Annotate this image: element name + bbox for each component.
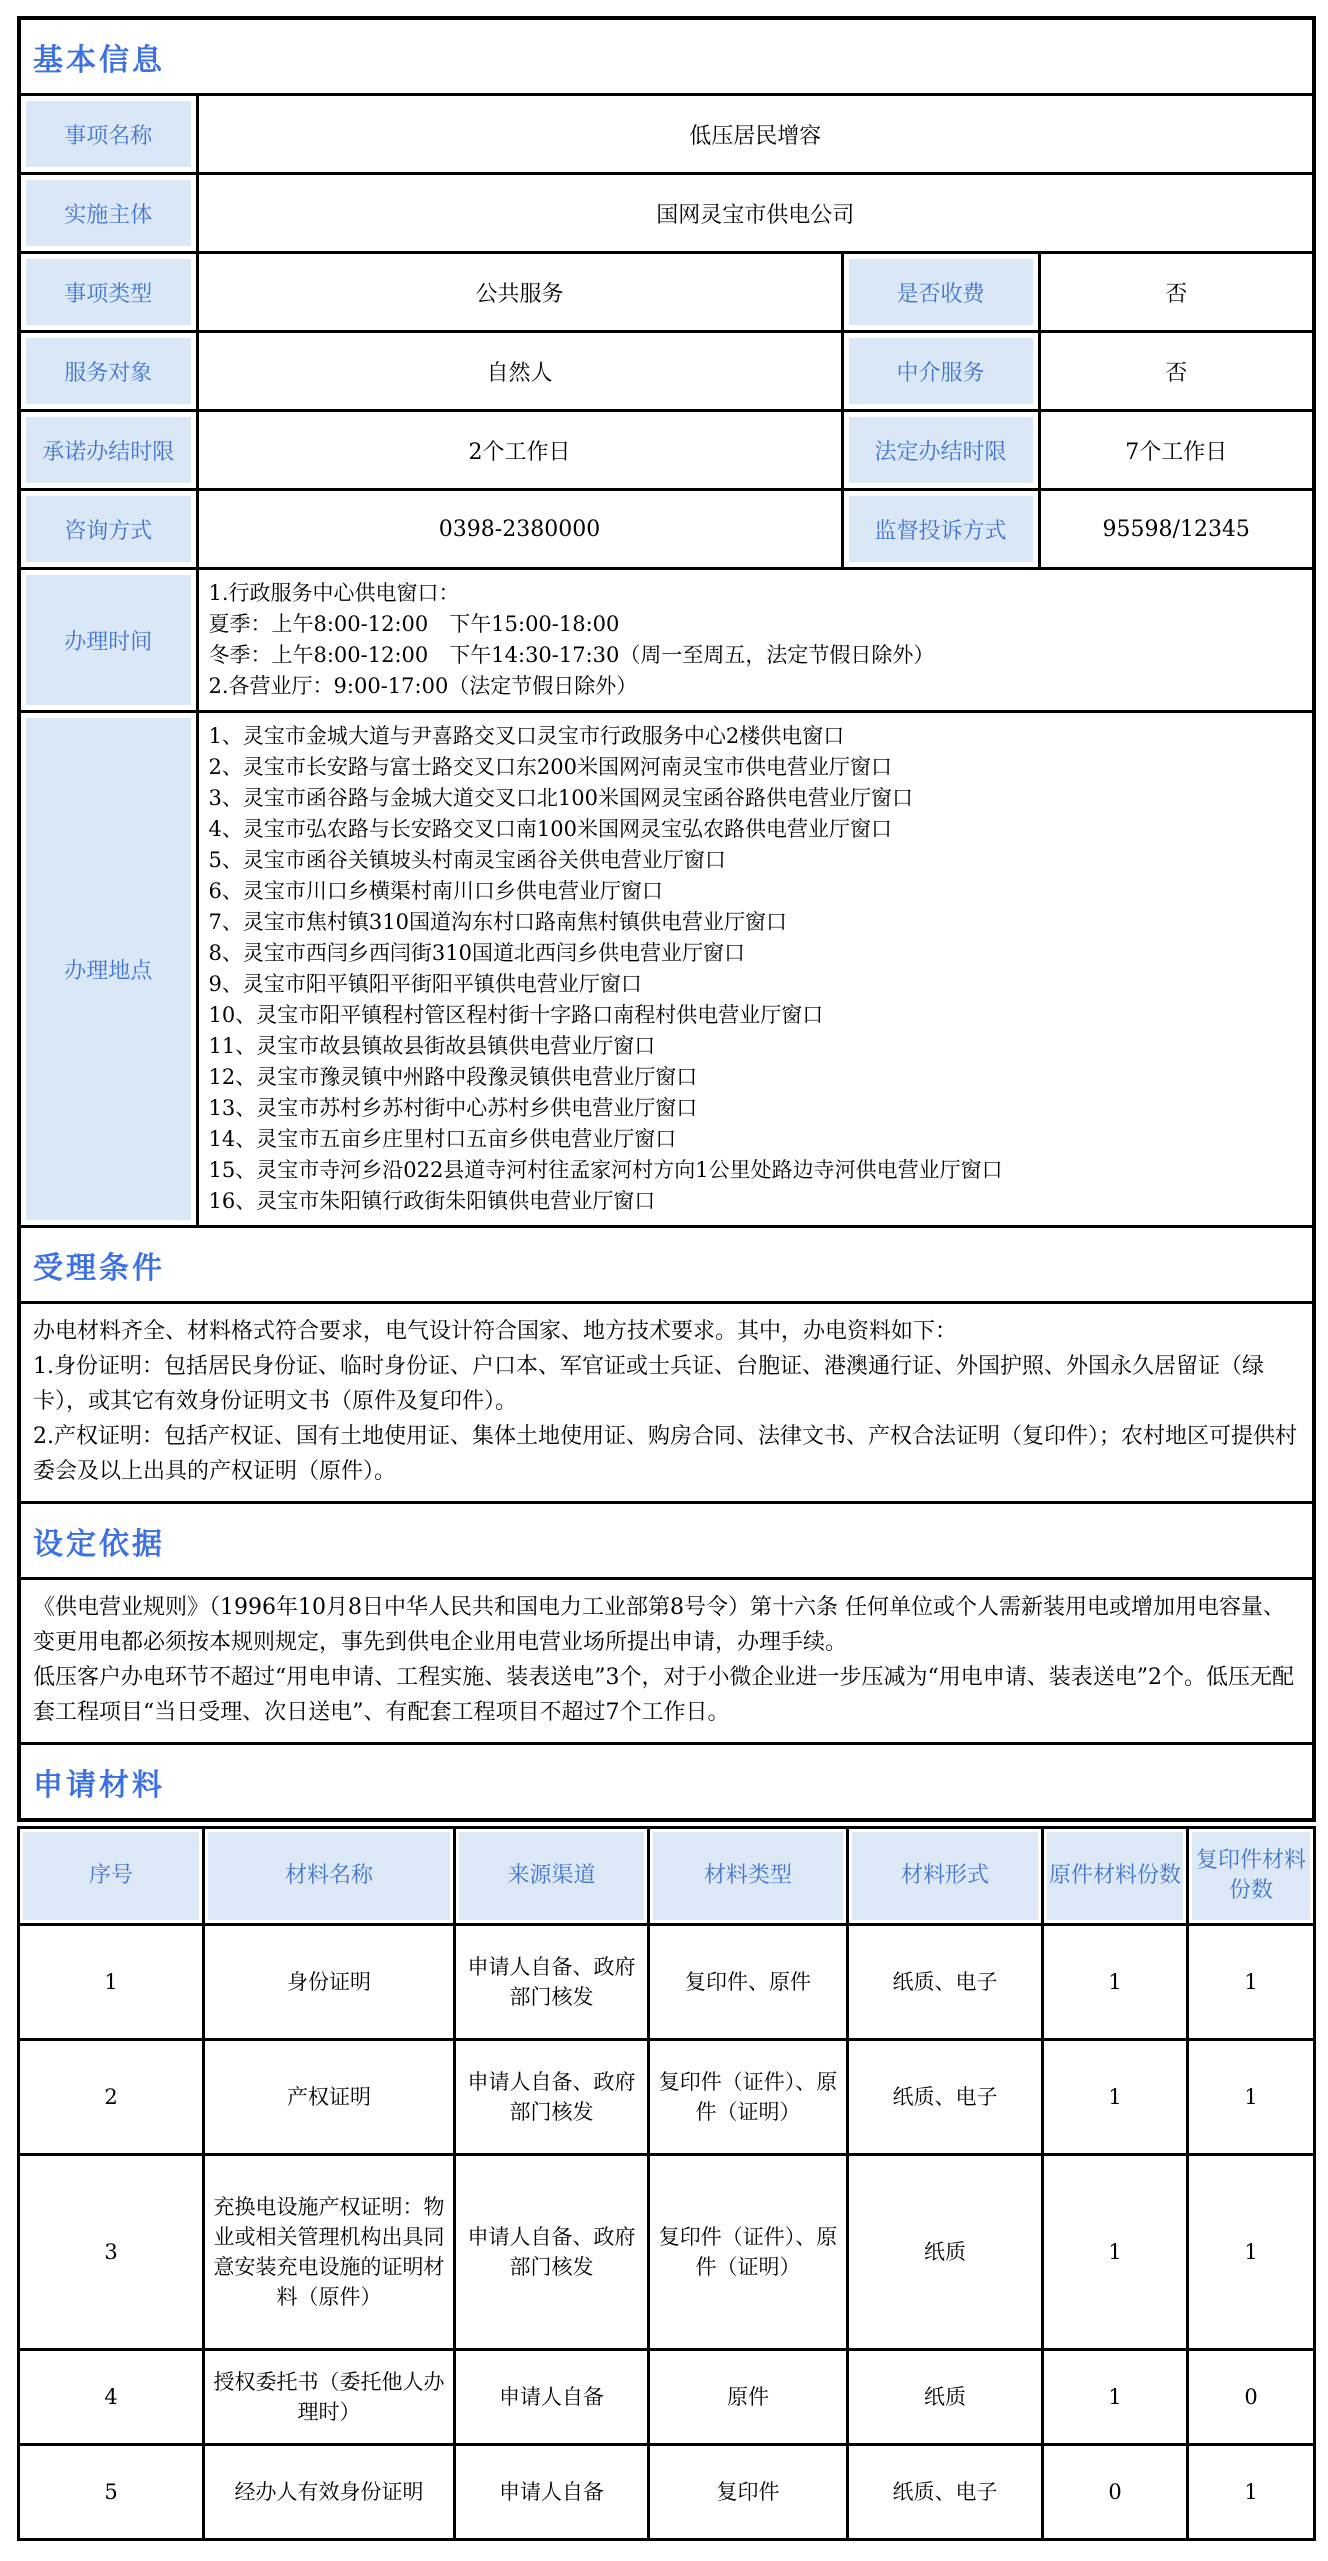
cell-index: 1 xyxy=(19,1925,204,2040)
section-basis xyxy=(19,1503,1314,1579)
complaint-label: 监督投诉方式 xyxy=(842,490,1039,569)
office-hours-label: 办理时间 xyxy=(19,569,197,712)
location-item: 16、灵宝市朱阳镇行政街朱阳镇供电营业厅窗口 xyxy=(208,1189,656,1213)
basic-info-table xyxy=(17,16,1316,1822)
section-title-materials: 申请材料 xyxy=(19,1744,1314,1821)
office-hours-value xyxy=(197,569,1314,712)
table-row xyxy=(19,332,1314,411)
table-row xyxy=(19,1579,1314,1744)
cell-source: 申请人自备 xyxy=(455,2350,649,2445)
cell-source: 申请人自备 xyxy=(455,2445,649,2540)
cell-copy-count: 1 xyxy=(1188,1925,1315,2040)
materials-row xyxy=(19,2040,1315,2155)
location-item: 7、灵宝市焦村镇310国道沟东村口路南焦村镇供电营业厅窗口 xyxy=(208,910,787,934)
table-row xyxy=(19,253,1314,332)
section-acceptance xyxy=(19,1227,1314,1303)
location-item: 12、灵宝市豫灵镇中州路中段豫灵镇供电营业厅窗口 xyxy=(208,1065,698,1089)
table-row xyxy=(19,411,1314,490)
agency-value: 否 xyxy=(1039,332,1314,411)
col-header-index: 序号 xyxy=(19,1828,204,1925)
cell-source: 申请人自备、政府部门核发 xyxy=(455,1925,649,2040)
cell-original-count: 1 xyxy=(1043,2040,1188,2155)
table-row xyxy=(19,569,1314,712)
cell-material-type: 复印件 xyxy=(649,2445,848,2540)
location-item: 10、灵宝市阳平镇程村管区程村街十字路口南程村供电营业厅窗口 xyxy=(208,1003,824,1027)
cell-material-form: 纸质 xyxy=(848,2155,1043,2350)
consult-value: 0398-2380000 xyxy=(197,490,842,569)
legal-time-label: 法定办结时限 xyxy=(842,411,1039,490)
cell-material-type: 复印件（证件）、原件（证明） xyxy=(649,2155,848,2350)
section-title-basis: 设定依据 xyxy=(19,1503,1314,1579)
cell-original-count: 1 xyxy=(1043,1925,1188,2040)
table-row xyxy=(19,95,1314,174)
cell-material-form: 纸质、电子 xyxy=(848,2040,1043,2155)
cell-original-count: 1 xyxy=(1043,2350,1188,2445)
cell-material-form: 纸质、电子 xyxy=(848,1925,1043,2040)
office-hours-line: 冬季：上午8:00-12:00 下午14:30-17:30（周一至周五，法定节假日除外） xyxy=(208,643,935,667)
subject-value: 国网灵宝市供电公司 xyxy=(197,174,1314,253)
location-item: 1、灵宝市金城大道与尹喜路交叉口灵宝市行政服务中心2楼供电窗口 xyxy=(208,724,845,748)
col-header-original-count: 原件材料份数 xyxy=(1043,1828,1188,1925)
location-item: 14、灵宝市五亩乡庄里村口五亩乡供电营业厅窗口 xyxy=(208,1127,677,1151)
cell-index: 3 xyxy=(19,2155,204,2350)
cell-copy-count: 1 xyxy=(1188,2445,1315,2540)
materials-row xyxy=(19,2155,1315,2350)
cell-material-type: 原件 xyxy=(649,2350,848,2445)
location-item: 4、灵宝市弘农路与长安路交叉口南100米国网灵宝弘农路供电营业厅窗口 xyxy=(208,817,892,841)
materials-row xyxy=(19,1925,1315,2040)
acceptance-line: 2.产权证明：包括产权证、国有土地使用证、集体土地使用证、购房合同、法律文书、产权合法证明（复印件）；农村地区可提供村委会及以上出具的产权证明（原件）。 xyxy=(33,1424,1297,1484)
acceptance-text xyxy=(19,1303,1314,1503)
cell-material-type: 复印件、原件 xyxy=(649,1925,848,2040)
service-info-sheet xyxy=(17,16,1316,2541)
materials-row xyxy=(19,2350,1315,2445)
cell-material-name: 授权委托书（委托他人办理时） xyxy=(204,2350,455,2445)
office-hours-line: 夏季：上午8:00-12:00 下午15:00-18:00 xyxy=(208,612,620,636)
cell-index: 2 xyxy=(19,2040,204,2155)
cell-original-count: 1 xyxy=(1043,2155,1188,2350)
table-row xyxy=(19,490,1314,569)
agency-label: 中介服务 xyxy=(842,332,1039,411)
basis-line: 《供电营业规则》（1996年10月8日中华人民共和国电力工业部第8号令）第十六条 任何单位或个人需新装用电或增加用电容量、变更用电都必须按本规则规定，事先到供电企业用电营业场所提出申请，办理手续。 xyxy=(33,1595,1285,1655)
locations-label: 办理地点 xyxy=(19,712,197,1227)
cell-material-form: 纸质 xyxy=(848,2350,1043,2445)
target-value: 自然人 xyxy=(197,332,842,411)
col-header-copy-count: 复印件材料份数 xyxy=(1188,1828,1315,1925)
materials-header-row xyxy=(19,1828,1315,1925)
promised-time-label: 承诺办结时限 xyxy=(19,411,197,490)
cell-material-name: 充换电设施产权证明：物业或相关管理机构出具同意安装充电设施的证明材料（原件） xyxy=(204,2155,455,2350)
col-header-source: 来源渠道 xyxy=(455,1828,649,1925)
table-row xyxy=(19,1303,1314,1503)
section-materials xyxy=(19,1744,1314,1821)
materials-table xyxy=(17,1826,1316,2541)
cell-copy-count: 1 xyxy=(1188,2040,1315,2155)
fee-value: 否 xyxy=(1039,253,1314,332)
cell-material-name: 产权证明 xyxy=(204,2040,455,2155)
location-item: 11、灵宝市故县镇故县街故县镇供电营业厅窗口 xyxy=(208,1034,656,1058)
locations-value xyxy=(197,712,1314,1227)
type-label: 事项类型 xyxy=(19,253,197,332)
cell-material-name: 经办人有效身份证明 xyxy=(204,2445,455,2540)
consult-label: 咨询方式 xyxy=(19,490,197,569)
section-title-basic-info: 基本信息 xyxy=(19,18,1314,95)
section-basic-info xyxy=(19,18,1314,95)
office-hours-line: 2.各营业厅：9:00-17:00（法定节假日除外） xyxy=(208,674,638,698)
location-item: 15、灵宝市寺河乡沿022县道寺河村往孟家河村方向1公里处路边寺河供电营业厅窗口 xyxy=(208,1158,1003,1182)
location-item: 3、灵宝市函谷路与金城大道交叉口北100米国网灵宝函谷路供电营业厅窗口 xyxy=(208,786,913,810)
location-item: 9、灵宝市阳平镇阳平街阳平镇供电营业厅窗口 xyxy=(208,972,642,996)
cell-source: 申请人自备、政府部门核发 xyxy=(455,2040,649,2155)
cell-index: 5 xyxy=(19,2445,204,2540)
office-hours-line: 1.行政服务中心供电窗口： xyxy=(208,581,460,605)
location-item: 13、灵宝市苏村乡苏村街中心苏村乡供电营业厅窗口 xyxy=(208,1096,698,1120)
table-row xyxy=(19,712,1314,1227)
location-item: 5、灵宝市函谷关镇坡头村南灵宝函谷关供电营业厅窗口 xyxy=(208,848,726,872)
cell-material-type: 复印件（证件）、原件（证明） xyxy=(649,2040,848,2155)
fee-label: 是否收费 xyxy=(842,253,1039,332)
type-value: 公共服务 xyxy=(197,253,842,332)
acceptance-line: 办电材料齐全、材料格式符合要求，电气设计符合国家、地方技术要求。其中，办电资料如下： xyxy=(33,1319,958,1344)
target-label: 服务对象 xyxy=(19,332,197,411)
cell-material-name: 身份证明 xyxy=(204,1925,455,2040)
cell-source: 申请人自备、政府部门核发 xyxy=(455,2155,649,2350)
complaint-value: 95598/12345 xyxy=(1039,490,1314,569)
col-header-material-form: 材料形式 xyxy=(848,1828,1043,1925)
item-name-value: 低压居民增容 xyxy=(197,95,1314,174)
location-item: 2、灵宝市长安路与富士路交叉口东200米国网河南灵宝市供电营业厅窗口 xyxy=(208,755,892,779)
cell-copy-count: 0 xyxy=(1188,2350,1315,2445)
col-header-material-name: 材料名称 xyxy=(204,1828,455,1925)
basis-text xyxy=(19,1579,1314,1744)
subject-label: 实施主体 xyxy=(19,174,197,253)
item-name-label: 事项名称 xyxy=(19,95,197,174)
col-header-material-type: 材料类型 xyxy=(649,1828,848,1925)
materials-row xyxy=(19,2445,1315,2540)
table-row xyxy=(19,174,1314,253)
cell-index: 4 xyxy=(19,2350,204,2445)
cell-material-form: 纸质、电子 xyxy=(848,2445,1043,2540)
location-item: 6、灵宝市川口乡横渠村南川口乡供电营业厅窗口 xyxy=(208,879,663,903)
cell-original-count: 0 xyxy=(1043,2445,1188,2540)
location-item: 8、灵宝市西闫乡西闫街310国道北西闫乡供电营业厅窗口 xyxy=(208,941,745,965)
promised-time-value: 2个工作日 xyxy=(197,411,842,490)
section-title-acceptance: 受理条件 xyxy=(19,1227,1314,1303)
basis-line: 低压客户办电环节不超过“用电申请、工程实施、装表送电”3个，对于小微企业进一步压减为“用电申请、装表送电”2个。低压无配套工程项目“当日受理、次日送电”、有配套工程项目不超过7个工作日。 xyxy=(33,1665,1294,1725)
cell-copy-count: 1 xyxy=(1188,2155,1315,2350)
legal-time-value: 7个工作日 xyxy=(1039,411,1314,490)
acceptance-line: 1.身份证明：包括居民身份证、临时身份证、户口本、军官证或士兵证、台胞证、港澳通行证、外国护照、外国永久居留证（绿卡），或其它有效身份证明文书（原件及复印件）。 xyxy=(33,1354,1264,1414)
